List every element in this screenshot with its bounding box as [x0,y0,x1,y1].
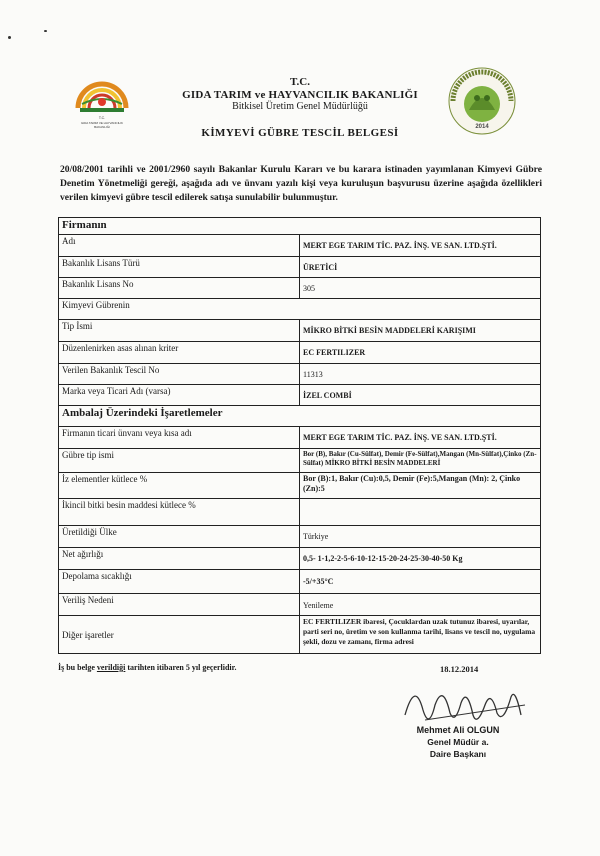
value-regulation: EC FERTILIZER [300,342,541,364]
value-net-weight: 0,5- 1-1,2-2-5-6-10-12-15-20-24-25-30-40-50 Kg [300,548,541,570]
value-fert-type: Bor (B), Bakır (Cu-Sülfat), Demir (Fe-Sülfat),Mangan (Mn-Sülfat),Çinko (Zn-Sülfat) MİKRO BİTKİ BESİN MADDELERİ [300,449,541,473]
document-title: KİMYEVİ GÜBRE TESCİL BELGESİ [201,127,399,139]
label-reg-no: Verilen Bakanlık Tescil No [59,364,300,385]
section-packaging: Ambalaj Üzerindeki İşaretlemeler [59,406,541,427]
header-ministry: GIDA TARIM ve HAYVANCILIK BAKANLIĞI [182,89,418,101]
validity-note [58,663,236,672]
label-type-name: Tip İsmi [59,320,300,342]
intro-paragraph: 20/08/2001 tarihli ve 2001/2960 sayılı Bakanlar Kurulu Kararı ve bu karara istinaden yayımlanan Kimyevi Gübre Denetim Yönetmeliği gereği, aşağıda adı ve ünvanı yazılı kişi veya kuruluşun başvurusu üzerine aşağıda özellikleri verilen kimyevi gübre tescil edilerek satışa sunulabilir bulunmuştur. [60,164,542,203]
signer-title: Genel Müdür a. [427,737,489,747]
value-type-name: MİKRO BİTKİ BESİN MADDELERİ KARIŞIMI [300,320,541,342]
validity-text-underlined: verildiği [96,663,126,672]
issue-date: 18.12.2014 [440,664,479,674]
label-reason: Veriliş Nedeni [59,594,300,616]
signer-department: Daire Başkanı [429,749,487,759]
value-license-type: ÜRETİCİ [300,257,541,278]
value-trade-name: MERT EGE TARIM TİC. PAZ. İNŞ. VE SAN. LTD.ŞTİ. [300,427,541,449]
svg-text:T.C.: T.C. [98,116,106,120]
label-trace: İz elementler kütlece % [59,473,300,499]
value-firm-name: MERT EGE TARIM TİC. PAZ. İNŞ. VE SAN. LTD.ŞTİ. [300,235,541,257]
label-other: Diğer işaretler [59,616,300,654]
header-directorate: Bitkisel Üretim Genel Müdürlüğü [232,101,368,112]
ink-dot [44,30,47,32]
value-brand: İZEL COMBİ [300,385,541,406]
validity-text-a: İş bu belge [58,663,97,672]
label-country: Üretildiği Ülke [59,526,300,548]
value-trace: Bor (B):1, Bakır (Cu):0,5, Demir (Fe):5,Mangan (Mn): 2, Çinko (Zn):5 [300,473,541,499]
label-storage: Depolama sıcaklığı [59,570,300,594]
signer-name: Mehmet Ali OLGUN [416,725,500,735]
ink-dot [8,36,11,39]
value-reason: Yenileme [300,594,541,616]
label-secondary: İkincil bitki besin maddesi kütlece % [59,499,300,526]
svg-text:GIDA TARIM VE HAYVANCILIK: GIDA TARIM VE HAYVANCILIK [80,121,124,125]
section-fertilizer: Kimyevi Gübrenin [59,299,541,320]
registration-table [58,217,541,654]
label-brand: Marka veya Ticari Adı (varsa) [59,385,300,406]
value-reg-no: 11313 [300,364,541,385]
label-fert-type: Gübre tip ismi [59,449,300,473]
value-secondary [300,499,541,526]
label-firm-name: Adı [59,235,300,257]
value-license-no: 305 [300,278,541,299]
label-license-no: Bakanlık Lisans No [59,278,300,299]
label-trade-name: Firmanın ticari ünvanı veya kısa adı [59,427,300,449]
svg-text:2014: 2014 [475,124,489,130]
header-tc: T.C. [290,76,310,88]
label-regulation: Düzenlenirken asas alınan kriter [59,342,300,364]
value-other: EC FERTILIZER ibaresi, Çocuklardan uzak tutunuz ibaresi, uyarılar, parti seri no, üretim ve son kullanma tarihi, lisans ve tescil no, uygulama şekli, dozu ve zamanı, firma adresi [300,616,541,654]
value-storage: -5/+35°C [300,570,541,594]
value-country: Türkiye [300,526,541,548]
svg-text:BAKANLIĞI: BAKANLIĞI [94,125,110,129]
validity-text-b: tarihten itibaren 5 yıl geçerlidir. [125,663,237,672]
section-firm: Firmanın [59,218,541,235]
label-license-type: Bakanlık Lisans Türü [59,257,300,278]
label-net-weight: Net ağırlığı [59,548,300,570]
